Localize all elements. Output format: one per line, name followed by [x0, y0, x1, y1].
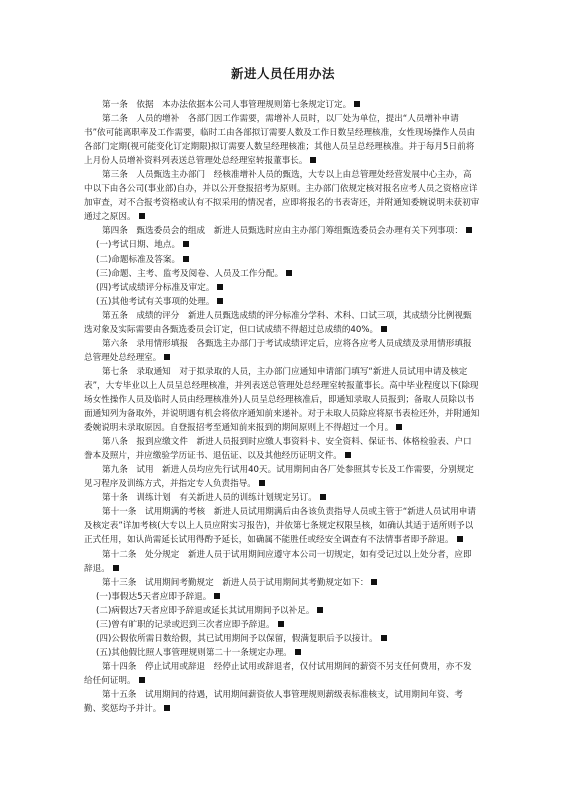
- paragraph-text: (三)曾有旷职的记录或迟到三次者应即予辞退。: [96, 619, 275, 630]
- end-square-icon: [259, 480, 265, 486]
- list-item: [84, 281, 480, 295]
- end-square-icon: [396, 424, 402, 430]
- paragraph-text: (一)考试日期、地点。: [96, 240, 181, 251]
- paragraph-text: (五)其他考试有关事项的处理。: [96, 296, 215, 307]
- end-square-icon: [381, 635, 387, 641]
- article-paragraph: [84, 309, 480, 337]
- end-square-icon: [214, 593, 220, 599]
- end-square-icon: [466, 227, 472, 233]
- end-square-icon: [113, 565, 119, 571]
- article-paragraph: [84, 224, 480, 238]
- end-square-icon: [139, 213, 145, 219]
- article-paragraph: [84, 463, 480, 491]
- end-square-icon: [278, 621, 284, 627]
- end-square-icon: [217, 298, 223, 304]
- paragraph-text: 第五条 成绩的评分 新进人员甄选成绩的评分标准分学科、术科、口试三项，其成绩分比例视甄选对象及实际需要由各甄选委员会订定，但口试成绩不得超过总成绩的40%。: [84, 310, 472, 335]
- paragraph-text: (三)命题、主考、监考及阅卷、人员及工作分配。: [96, 268, 284, 279]
- end-square-icon: [354, 101, 360, 107]
- paragraph-text: 第二条 人员的增补 各部门因工作需要，需增补人员时，以厂处为单位，提出“人员增补申请书”依可能离职率及工作需要，临时工由各部拟订需要人数及工作日数呈经理核准，女性现场操作人员由各部门定期(视可能变化订定期限)拟订需要人数呈经理核准；其他人员呈总经理核准。并于每月5日前将上月份人员增补资料列表送总管理处总经理室转报董事长。: [84, 114, 476, 167]
- end-square-icon: [286, 270, 292, 276]
- paragraph-text: 第三条 人员甄选主办部门 经核准增补人员的甄选，大专以上由总管理处经营发展中心主办，高中以下由各公司(事业部)自办，并以公开登报招考为原则。主办部门依规定核对报名应考人员之资格应详加审查，对不合报考资格或认有不拟采用的情况者，应即将报名的书表寄还，并附通知委婉说明未获初审通过之原因。: [84, 170, 480, 223]
- paragraph-text: (二)病假达7天者应即予辞退或延长其试用期间予以补足。: [96, 605, 315, 616]
- article-paragraph: [84, 576, 480, 590]
- end-square-icon: [183, 241, 189, 247]
- list-item: [84, 632, 480, 646]
- article-paragraph: [84, 688, 480, 716]
- paragraph-text: 第十条 训练计划 有关新进人员的训练计划规定另订。: [102, 493, 317, 504]
- paragraph-text: 第九条 试用 新进人员均应先行试用40天。试用期间由各厂处参照其专长及工作需要，分别规定见习程序及训练方式，并指定专人负责指导。: [84, 465, 474, 490]
- paragraph-text: (五)其他假比照人事管理规则第二十一条规定办理。: [96, 647, 292, 658]
- paragraph-text: (一)事假达5天者应即予辞退。: [96, 591, 212, 602]
- end-square-icon: [317, 607, 323, 613]
- end-square-icon: [164, 354, 170, 360]
- paragraph-text: 第十三条 试用期间考勤规定 新进人员于试用期间其考勤规定如下：: [102, 577, 369, 588]
- list-item: [84, 646, 480, 660]
- end-square-icon: [371, 579, 377, 585]
- paragraph-text: 第十一条 试用期满的考核 新进人员试用期满后由各该负责指导人员或主管于“新进人员试用申请及核定表”详加考核(大专以上人员应附实习报告)，并依第七条规定权限呈核，如确认其适于适所则予以正式任用，如认尚需延长试用得酌予延长，如确属不能胜任或经安全调查有不法情事者即予辞退。: [84, 507, 476, 546]
- article-paragraph: [84, 548, 480, 576]
- article-paragraph: [84, 98, 480, 112]
- article-paragraph: [84, 112, 480, 168]
- article-paragraph: [84, 660, 480, 688]
- list-item: [84, 267, 480, 281]
- article-paragraph: [84, 365, 480, 435]
- paragraph-text: 第十五条 试用期间的待遇，试用期间薪资依人事管理规则薪级表标准核支，试用期间年资、考勤、奖惩均予并计。: [84, 689, 463, 715]
- paragraph-text: 第十二条 处分规定 新进人员于试用期间应遵守本公司一切规定，如有受记过以上处分者，应即辞退。: [84, 549, 472, 574]
- end-square-icon: [183, 256, 189, 262]
- paragraph-text: 第七条 录取通知 对于拟录取的人员，主办部门应通知申请部门填写“新进人员试用申请及核定表”，大专毕业以上人员呈总经理核准，并列表送总管理处总经理室转报董事长。高中毕业程度以下(除现场女性操作人员及临时人员由经理核准外)人员呈总经理核准后，即通知录取人员报到；备取人员除以书面通知列为备取外，并说明遇有机会将依序通知前来递补。对于未取人员除应将原书表检还外，并附通知委婉说明未录取原因。自登报招考至通知前来报到的期间原则上不得超过一个月。: [84, 366, 480, 434]
- end-square-icon: [457, 536, 463, 542]
- article-paragraph: [84, 491, 480, 505]
- paragraph-text: 第一条 依据 本办法依据本公司人事管理规则第七条规定订定。: [102, 100, 352, 110]
- list-item: [84, 253, 480, 267]
- paragraph-text: (二)命题标准及答案。: [96, 254, 181, 265]
- paragraph-text: 第六条 录用情形填报 各甄选主办部门于考试成绩评定后，应将各应考人员成绩及录用情形填报总管理处总经理室。: [84, 338, 472, 363]
- end-square-icon: [295, 649, 301, 655]
- list-item: [84, 295, 480, 309]
- list-item: [84, 604, 480, 618]
- end-square-icon: [164, 705, 170, 711]
- article-paragraph: [84, 337, 480, 365]
- paragraph-text: 第十四条 停止试用或辞退 经停止试用或辞退者，仅付试用期间的薪资不另支任何费用，亦不发给任何证明。: [84, 661, 472, 686]
- document-title: 新进人员任用办法: [230, 66, 335, 81]
- end-square-icon: [345, 452, 351, 458]
- paragraph-text: (四)公假依所需日数给假，其已试用期间予以保留，假满复职后予以接计。: [96, 633, 378, 644]
- end-square-icon: [310, 157, 316, 163]
- end-square-icon: [217, 284, 223, 290]
- list-item: [84, 618, 480, 632]
- list-item: [84, 590, 480, 604]
- article-paragraph: [84, 435, 480, 463]
- end-square-icon: [139, 677, 145, 683]
- article-paragraph: [84, 505, 480, 547]
- paragraph-text: 第八条 报到应缴文件 新进人员报到时应缴人事资料卡、安全资料、保证书、体格检验表、户口誊本及照片，并应缴验学历证书、退伍证、以及其他经历证明文件。: [84, 437, 472, 462]
- list-item: [84, 238, 480, 252]
- end-square-icon: [320, 494, 326, 500]
- document-body: [84, 98, 480, 716]
- paragraph-text: (四)考试成绩评分标准及审定。: [96, 282, 215, 293]
- end-square-icon: [381, 326, 387, 332]
- article-paragraph: [84, 168, 480, 224]
- paragraph-text: 第四条 甄选委员会的组成 新进人员甄选时应由主办部门筹组甄选委员会办理有关下列事项：: [102, 226, 463, 237]
